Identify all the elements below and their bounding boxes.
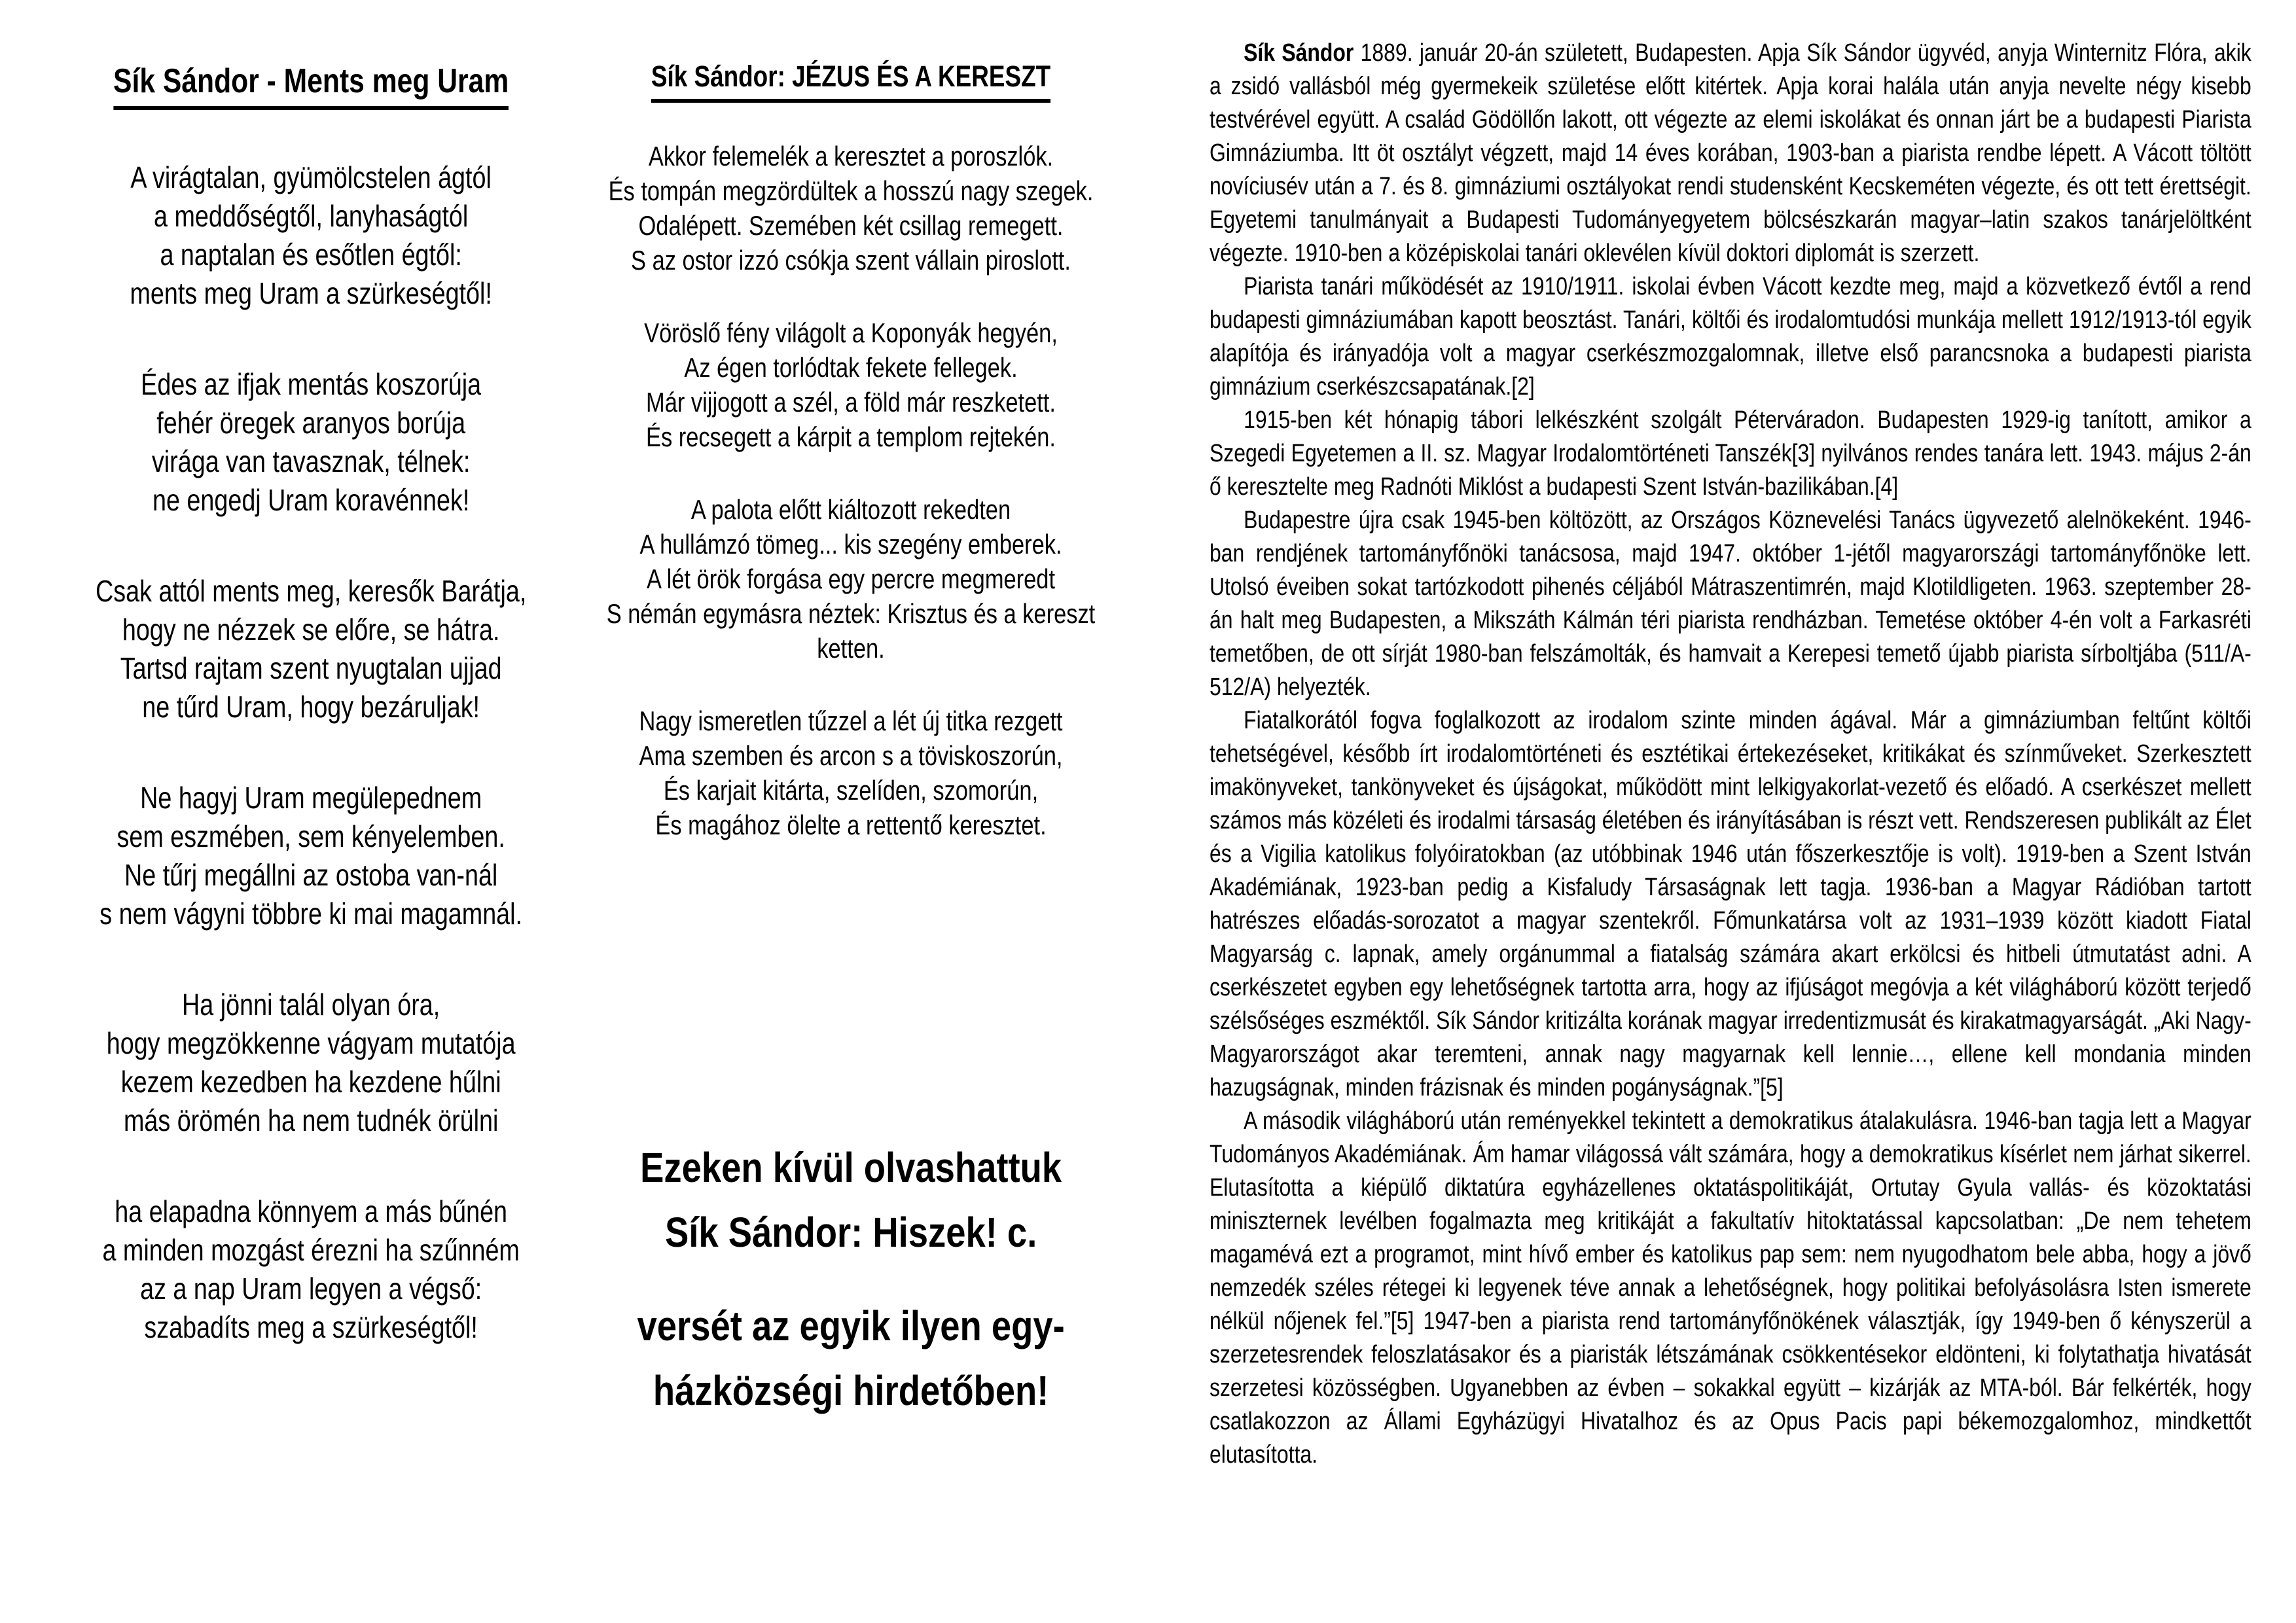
poem-stanza	[583, 704, 1119, 842]
bio-paragraph-text: Piarista tanári működését az 1910/1911. iskolai évben Vácott kezdte meg, majd a közvetkező évtől a rend budapesti gimnáziumában kapott beosztást. Tanári, költői és irodalomtudósi munkája mellett 1912/1913-tól egyik alapítója és irányadója volt a magyar cserkészmozgalomnak, illetve első parancsnoka a budapesti piarista gimnázium cserkészcsapatának.[2]	[1210, 273, 2251, 401]
bio-paragraph	[1210, 404, 2251, 504]
poem-line: hogy megzökkenne vágyam mutatója	[106, 1026, 516, 1060]
note-line: házközségi hirdetőben!	[653, 1367, 1049, 1414]
poem-line: Ama szemben és arcon s a töviskoszorún,	[639, 740, 1063, 771]
poem-line: A lét örök forgása egy percre megmeredt	[646, 563, 1056, 594]
poem-line: Már vijjogott a szél, a föld már reszketett.	[646, 387, 1056, 418]
poem-line: a meddőségtől, lanyhaságtól	[154, 199, 469, 233]
poem-line: ments meg Uram a szürkeségtől!	[130, 276, 492, 310]
bio-paragraph-text: Budapestre újra csak 1945-ben költözött, az Országos Köznevelési Tanács ügyvezető alelnökeként. 1946-ban rendjének tartományfőnöki tanácsosa, majd 1947. október 1-jétől magyarországi tartományfőnöke lett. Utolsó éveiben sokat tartózkodott pihenés céljából Mátraszentimrén, majd Klotildligeten. 1963. szeptember 28-án halt meg Budapesten, a Mikszáth Kálmán téri piarista rendházban. Temetése október 4-én volt a Farkasréti temetőben, de ott sírját 1980-ban felszámolták, és hamvait a Kerepesi temető újabb piarista sírboltjába (511/A-512/A) helyezték.	[1210, 507, 2251, 701]
poem-stanza	[49, 572, 573, 726]
poem-stanza	[49, 365, 573, 520]
bio-paragraph	[1210, 270, 2251, 404]
bio-paragraph	[1210, 37, 2251, 270]
poem-line: ne tűrd Uram, hogy bezáruljak!	[142, 690, 480, 724]
poem-line: Ne tűrj megállni az ostoba van-nál	[124, 858, 498, 892]
bio-paragraph	[1210, 1105, 2251, 1472]
biography-column	[1210, 37, 2251, 1472]
poem-stanza	[49, 1192, 573, 1347]
bio-paragraph-text: 1915-ben két hónapig tábori lelkészként szolgált Péterváradon. Budapesten 1929-ig tanított, amikor a Szegedi Egyetemen a II. sz. Magyar Irodalomtörténeti Tanszék[3] nyilvános rendes tanára lett. 1943. május 2-án ő keresztelte meg Radnóti Miklóst a budapesti Szent István-bazilikában.[4]	[1210, 406, 2251, 501]
poem-line: Vöröslő fény világolt a Koponyák hegyén,	[644, 317, 1058, 348]
middle-poem-title-text: Sík Sándor: JÉZUS ÉS A KERESZT	[651, 60, 1050, 103]
poem-line: ne engedj Uram koravénnek!	[152, 483, 470, 517]
poem-line: kezem kezedben ha kezdene hűlni	[120, 1065, 501, 1099]
poem-line: Odalépett. Szemében két csillag remegett.	[638, 210, 1064, 241]
poem-line: sem eszmében, sem kényelemben.	[117, 819, 505, 853]
poem-line: Az égen torlódtak fekete fellegek.	[684, 352, 1018, 383]
poem-line: Ne hagyj Uram megülepednem	[140, 781, 482, 815]
poem-line: ha elapadna könnyem a más bűnén	[115, 1194, 508, 1228]
poem-line: És karjait kitárta, szelíden, szomorún,	[663, 775, 1039, 806]
poem-line: a naptalan és esőtlen égtől:	[160, 238, 462, 272]
poem-line: És magához ölelte a rettentő keresztet.	[655, 810, 1047, 840]
left-poem-column	[49, 0, 573, 1399]
poem-stanza	[583, 139, 1119, 277]
poem-line: a minden mozgást érezni ha szűnném	[102, 1233, 520, 1267]
middle-poem-title	[583, 58, 1119, 96]
middle-poem-body	[583, 96, 1119, 842]
poem-stanza	[49, 986, 573, 1140]
poem-line: Tartsd rajtam szent nyugtalan ujjad	[120, 651, 502, 685]
note-line: versét az egyik ilyen egy-	[637, 1302, 1065, 1349]
poem-line: virága van tavasznak, télnek:	[151, 444, 471, 478]
poem-line: hogy ne nézzek se előre, se hátra.	[122, 613, 500, 647]
poem-line: s nem vágyni többre ki mai magamnál.	[99, 897, 523, 931]
poem-line: A palota előtt kiáltozott rekedten	[691, 494, 1011, 525]
poem-line: És recsegett a kárpit a templom rejtekén.	[646, 421, 1056, 452]
poem-line: A virágtalan, gyümölcstelen ágtól	[130, 160, 492, 194]
left-poem-body	[49, 102, 573, 1347]
poem-line: fehér öregek aranyos borúja	[156, 406, 466, 440]
note-line: Sík Sándor: Hiszek! c.	[664, 1209, 1037, 1256]
middle-poem-column	[583, 0, 1119, 880]
left-poem-title	[49, 60, 573, 102]
poem-stanza	[583, 315, 1119, 454]
note-line: Ezeken kívül olvashattuk	[640, 1144, 1062, 1191]
left-poem-title-text: Sík Sándor - Ments meg Uram	[113, 62, 509, 110]
poem-line: más örömén ha nem tudnék örülni	[123, 1103, 499, 1137]
announcement-note	[583, 1135, 1119, 1452]
poem-stanza	[583, 492, 1119, 666]
bio-paragraph	[1210, 504, 2251, 704]
poem-line: És tompán megzördültek a hosszú nagy szegek.	[608, 175, 1094, 206]
poem-line: A hullámzó tömeg... kis szegény emberek.	[639, 529, 1062, 560]
bio-paragraph-lead: Sík Sándor	[1244, 39, 1354, 67]
poem-line: S az ostor izzó csókja szent vállain piroslott.	[631, 245, 1071, 276]
poem-line: szabadíts meg a szürkeségtől!	[144, 1310, 478, 1344]
poem-stanza	[49, 779, 573, 933]
bio-paragraph-text: A második világháború után reményekkel tekintett a demokratikus átalakulásra. 1946-ban tagja lett a Magyar Tudományos Akadémiának. Ám hamar világossá vált számára, hogy a demokratikus kísérlet nem járhat sikerrel. Elutasította a kiépülő diktatúra egyházellenes oktatáspolitikáját, Ortutay Gyula vallás- és közoktatási miniszternek levélben fogalmazta meg kritikáját a fakultatív hitoktatással kapcsolatban: „De nem tehetem magamévá ezt a programot, mint hívő ember és katolikus pap sem: nem nyugodhatom bele abba, hogy a jövő nemzedék széles rétegei ki legyenek téve annak a lehetőségnek, hogy politikai befolyásolásra Isten ismerete nélkül nőjenek fel.”[5] 1947-ben a piarista rend tartományfőnökének választják, így 1949-ben ő kényszerül a szerzetesrendek feloszlatásakor és a piaristák létszámának csökkentésekor eldönteni, ki folytathatja hivatását szerzetesi közösségben. Ugyanebben az évben – sokakkal együtt – kizárják az MTA-ból. Bár felkérték, hogy csatlakozzon az Állami Egyházügyi Hivatalhoz és az Opus Pacis papi békemozgalomhoz, mindkettőt elutasította.	[1210, 1107, 2251, 1469]
poem-line: S némán egymásra néztek: Krisztus és a kereszt	[606, 598, 1096, 629]
note-line-group	[583, 1135, 1119, 1265]
poem-line: Csak attól ments meg, keresők Barátja,	[96, 574, 527, 608]
poem-line: Ha jönni talál olyan óra,	[182, 988, 440, 1022]
poem-stanza	[49, 158, 573, 313]
poem-line: ketten.	[817, 633, 885, 664]
poem-line: Nagy ismeretlen tűzzel a lét új titka rezgett	[639, 705, 1063, 736]
poem-line: az a nap Uram legyen a végső:	[140, 1272, 482, 1306]
poem-line: Édes az ifjak mentás koszorúja	[141, 367, 482, 401]
bio-paragraph	[1210, 704, 2251, 1105]
bio-paragraph-text: 1889. január 20-án született, Budapesten. Apja Sík Sándor ügyvéd, anyja Winternitz Flóra, akik a zsidó vallásból még gyermekeik születése előtt kitértek. Apja korai halála után anyja nevelte négy kisebb testvérével együtt. A család Gödöllőn lakott, ott végezte az elemi iskolákat és onnan járt be a budapesti Piarista Gimnáziumba. Itt öt osztályt végzett, majd 14 éves korában, 1903-ban a piarista rendbe lépett. A Vácott töltött novíciusév után a 7. és 8. gimnáziumi osztályokat rendi studensként Kecskeméten végezte, és ott tett érettségit. Egyetemi tanulmányait a Budapesti Tudományegyetem bölcsészkarán magyar–latin szakos tanárjelöltként végezte. 1910-ben a középiskolai tanári oklevélen kívül doktori diplomát is szerzett.	[1210, 39, 2251, 267]
poem-line: Akkor felemelék a keresztet a poroszlók.	[648, 141, 1054, 171]
note-line-group	[583, 1294, 1119, 1423]
bio-paragraph-text: Fiatalkorától fogva foglalkozott az irodalom szinte minden ágával. Már a gimnáziumban feltűnt költői tehetségével, később írt irodalomtörténeti és esztétikai értekezéseket, kritikákat és színműveket. Szerkesztett imakönyveket, tankönyveket és újságokat, működött mint lelkigyakorlat-vezető és előadó. A cserkészet mellett számos más közéleti és irodalmi társaság életében és irányításában is részt vett. Rendszeresen publikált az Élet és a Vigilia katolikus folyóiratokban (az utóbbinak 1946 után főszerkesztője is volt). 1919-ben a Szent István Akadémiának, 1923-ban pedig a Kisfaludy Társaságnak lett tagja. 1936-ban a Magyar Rádióban tartott hatrészes előadás-sorozatot a magyar szentekről. Főmunkatársa volt az 1931–1939 között kiadott Fiatal Magyarság c. lapnak, amely orgánummal a fiatalság számára akart erkölcsi és hitbeli útmutatást adni. A cserkészetet egyben egy lehetőségnek tartotta arra, hogy az ifjúságot megóvja a két világháború között terjedő szélsőséges eszméktől. Sík Sándor kritizálta korának magyar irredentizmusát és kirakatmagyarságát. „Aki Nagy-Magyarországot akar teremteni, annak nagy magyarnak kell lennie…, ellene kell mondania minden hazugságnak, minden frázisnak és minden pogányságnak.”[5]	[1210, 707, 2251, 1101]
